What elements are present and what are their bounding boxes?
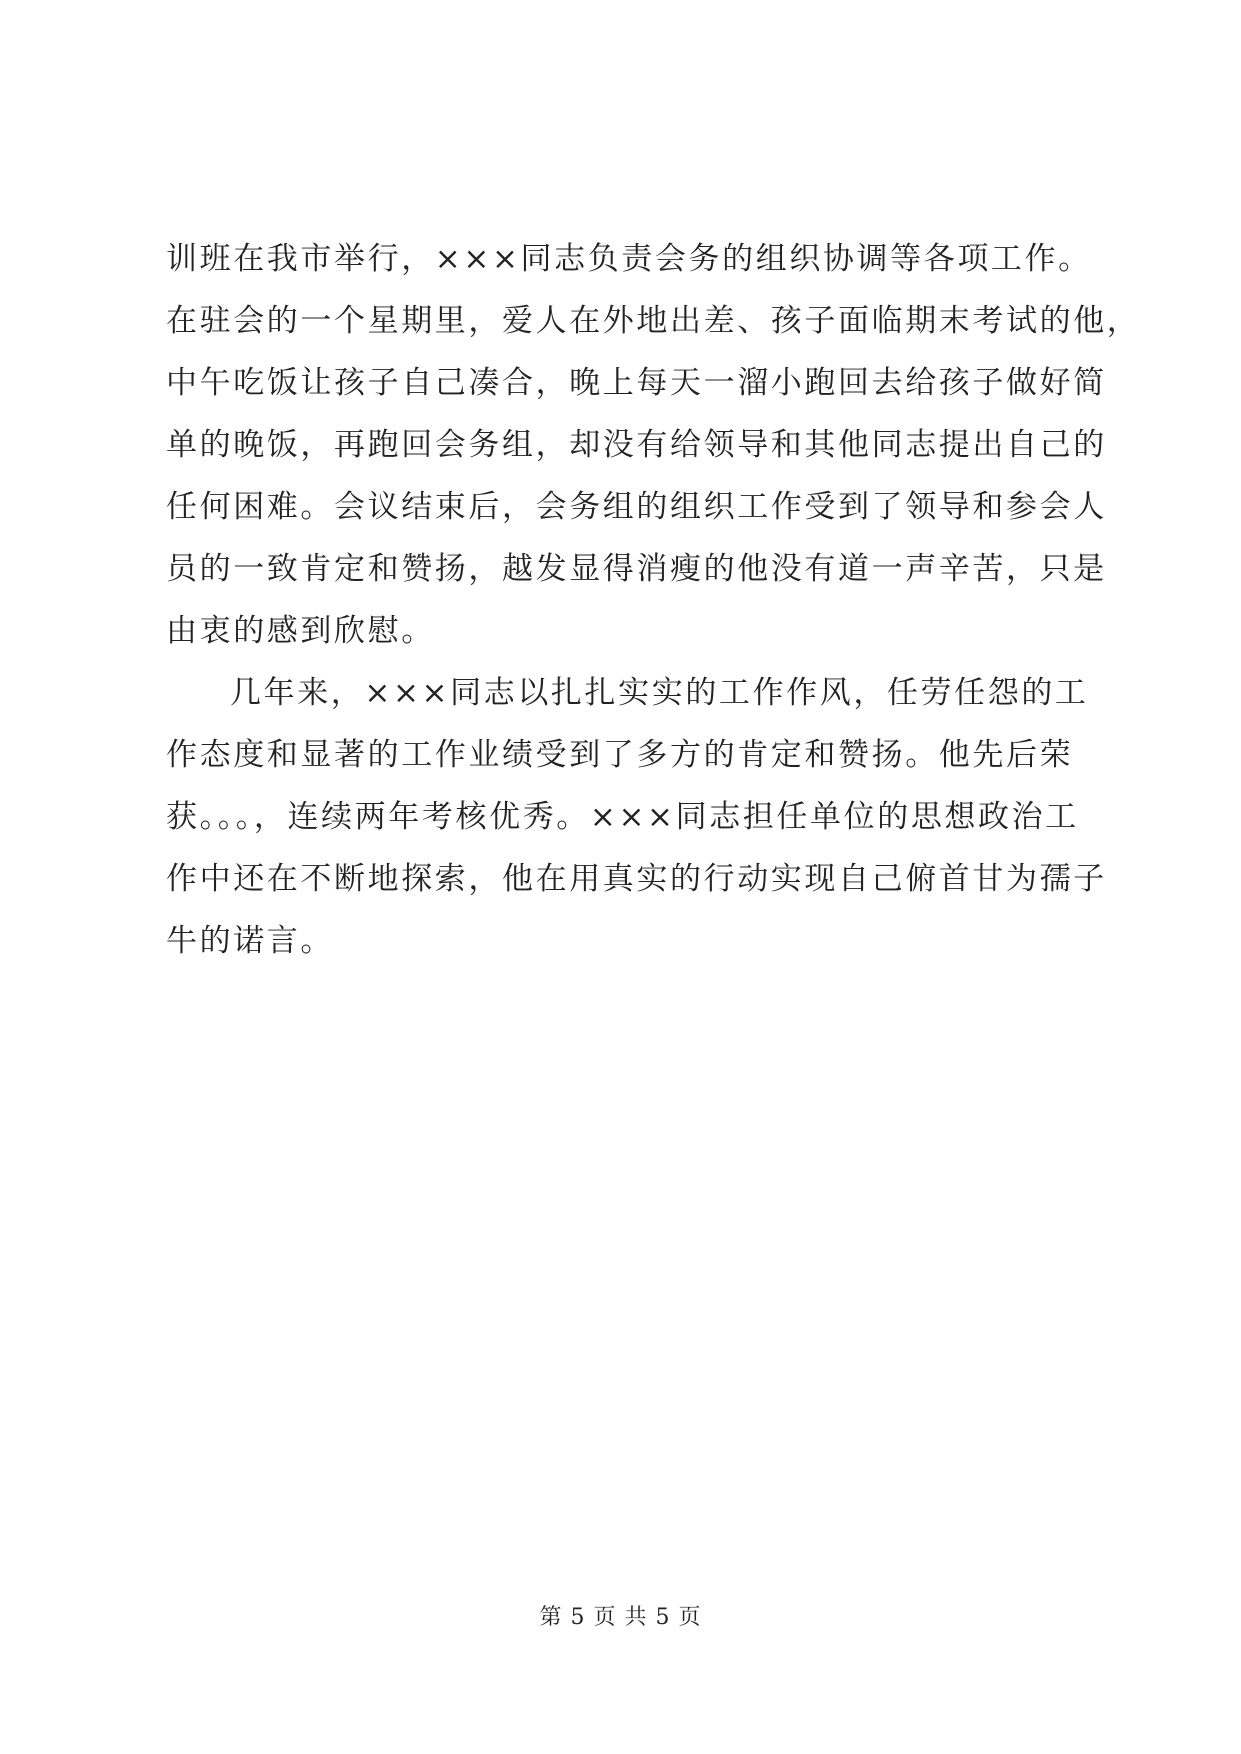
text-line: 几年来，×××同志以扎扎实实的工作作风，任劳任怨的工	[230, 675, 1089, 711]
text-line: 在驻会的一个星期里，爱人在外地出差、孩子面临期末考试的他，	[166, 303, 1141, 339]
text-line: 训班在我市举行，×××同志负责会务的组织协调等各项工作。	[166, 241, 1092, 277]
text-line: 任何困难。会议结束后，会务组的组织工作受到了领导和参会人	[166, 489, 1107, 525]
text-line: 牛的诺言。	[166, 923, 334, 959]
text-line: 作态度和显著的工作业绩受到了多方的肯定和赞扬。他先后荣	[166, 737, 1074, 773]
text-line: 员的一致肯定和赞扬，越发显得消瘦的他没有道一声辛苦，只是	[166, 551, 1107, 587]
body-text	[166, 228, 1141, 972]
text-line: 由衷的感到欣慰。	[166, 613, 435, 649]
paragraph-1	[166, 228, 1141, 662]
page-number-footer: 第 5 页 共 5 页	[539, 1605, 702, 1630]
text-line: 单的晚饭，再跑回会务组，却没有给领导和其他同志提出自己的	[166, 427, 1107, 463]
text-line: 作中还在不断地探索，他在用真实的行动实现自己俯首甘为孺子	[166, 861, 1107, 897]
paragraph-2	[166, 662, 1107, 972]
text-line: 中午吃饭让孩子自己凑合，晚上每天一溜小跑回去给孩子做好简	[166, 365, 1107, 401]
text-line: 获。。。，连续两年考核优秀。×××同志担任单位的思想政治工	[166, 799, 1079, 835]
